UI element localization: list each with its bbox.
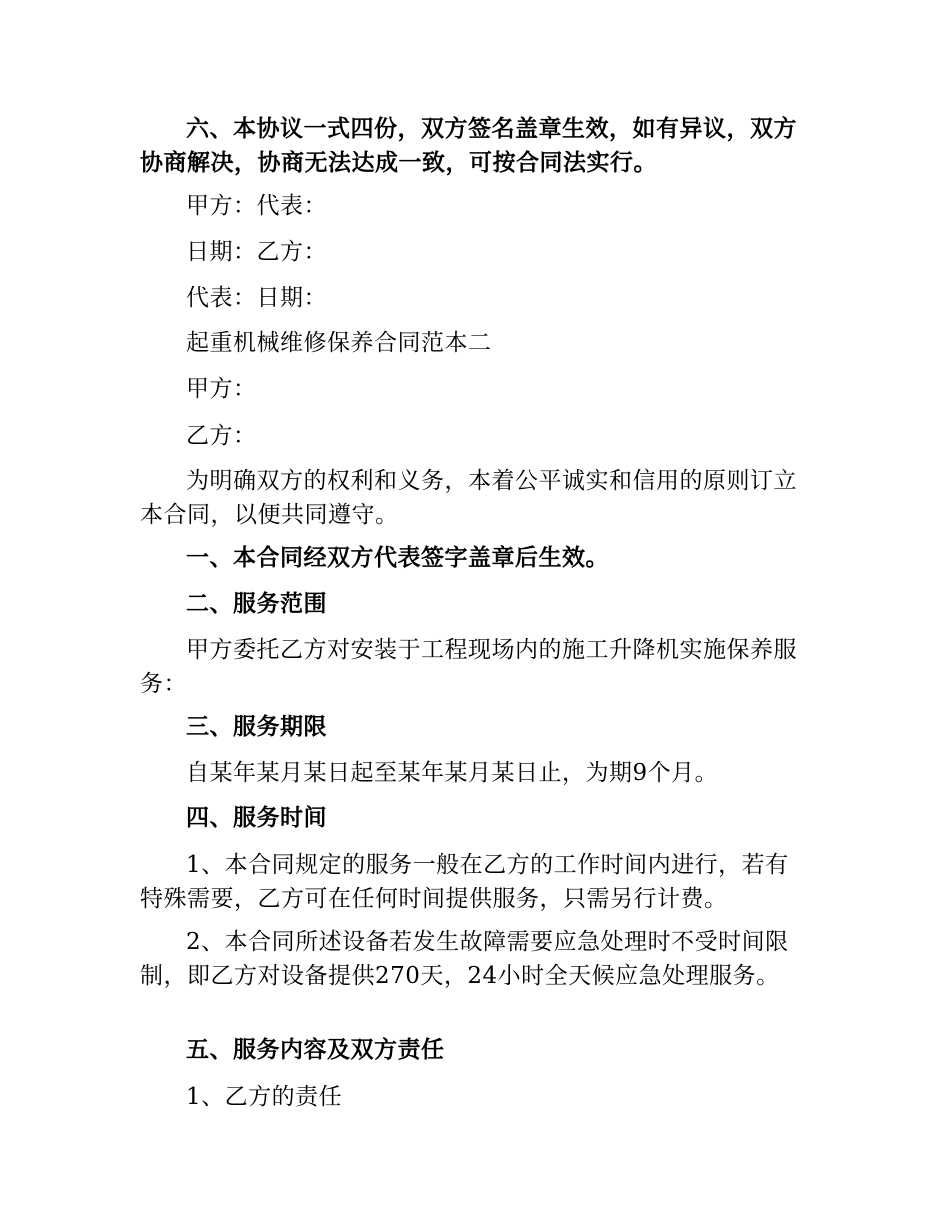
- preamble-paragraph: 为明确双方的权利和义务，本着公平诚实和信用的原则订立本合同，以便共同遵守。: [140, 468, 797, 528]
- contract-template-title: 起重机械维修保养合同范本二: [186, 330, 492, 356]
- section-3-heading: 三、服务期限: [186, 713, 327, 740]
- representative-date-line: 代表：日期：: [186, 285, 327, 311]
- service-scope-paragraph: 甲方委托乙方对安装于工程现场内的施工升降机实施保养服务：: [140, 637, 797, 697]
- section-1-heading: 一、本合同经双方代表签字盖章后生效。: [186, 544, 609, 571]
- service-term-paragraph: 自某年某月某日起至某年某月某日止，为期9个月。: [186, 760, 719, 786]
- section-5-heading: 五、服务内容及双方责任: [186, 1036, 445, 1063]
- clause-6-paragraph: 六、本协议一式四份，双方签名盖章生效，如有异议，双方协商解决，协商无法达成一致，可按合同法实行。: [140, 115, 797, 176]
- party-a-representative-line: 甲方：代表：: [186, 193, 327, 219]
- section-4-heading: 四、服务时间: [186, 804, 327, 831]
- service-time-item-1: 1、本合同规定的服务一般在乙方的工作时间内进行，若有特殊需要，乙方可在任何时间提供服务，只需另行计费。: [140, 852, 789, 912]
- party-a-line: 甲方：: [186, 376, 257, 402]
- date-party-b-line: 日期：乙方：: [186, 239, 327, 265]
- section-2-heading: 二、服务范围: [186, 590, 327, 617]
- party-b-responsibility-heading: 1、乙方的责任: [186, 1084, 343, 1110]
- party-b-line: 乙方：: [186, 423, 257, 449]
- service-time-item-2: 2、本合同所述设备若发生故障需要应急处理时不受时间限制，即乙方对设备提供270天，24小时全天候应急处理服务。: [140, 929, 789, 989]
